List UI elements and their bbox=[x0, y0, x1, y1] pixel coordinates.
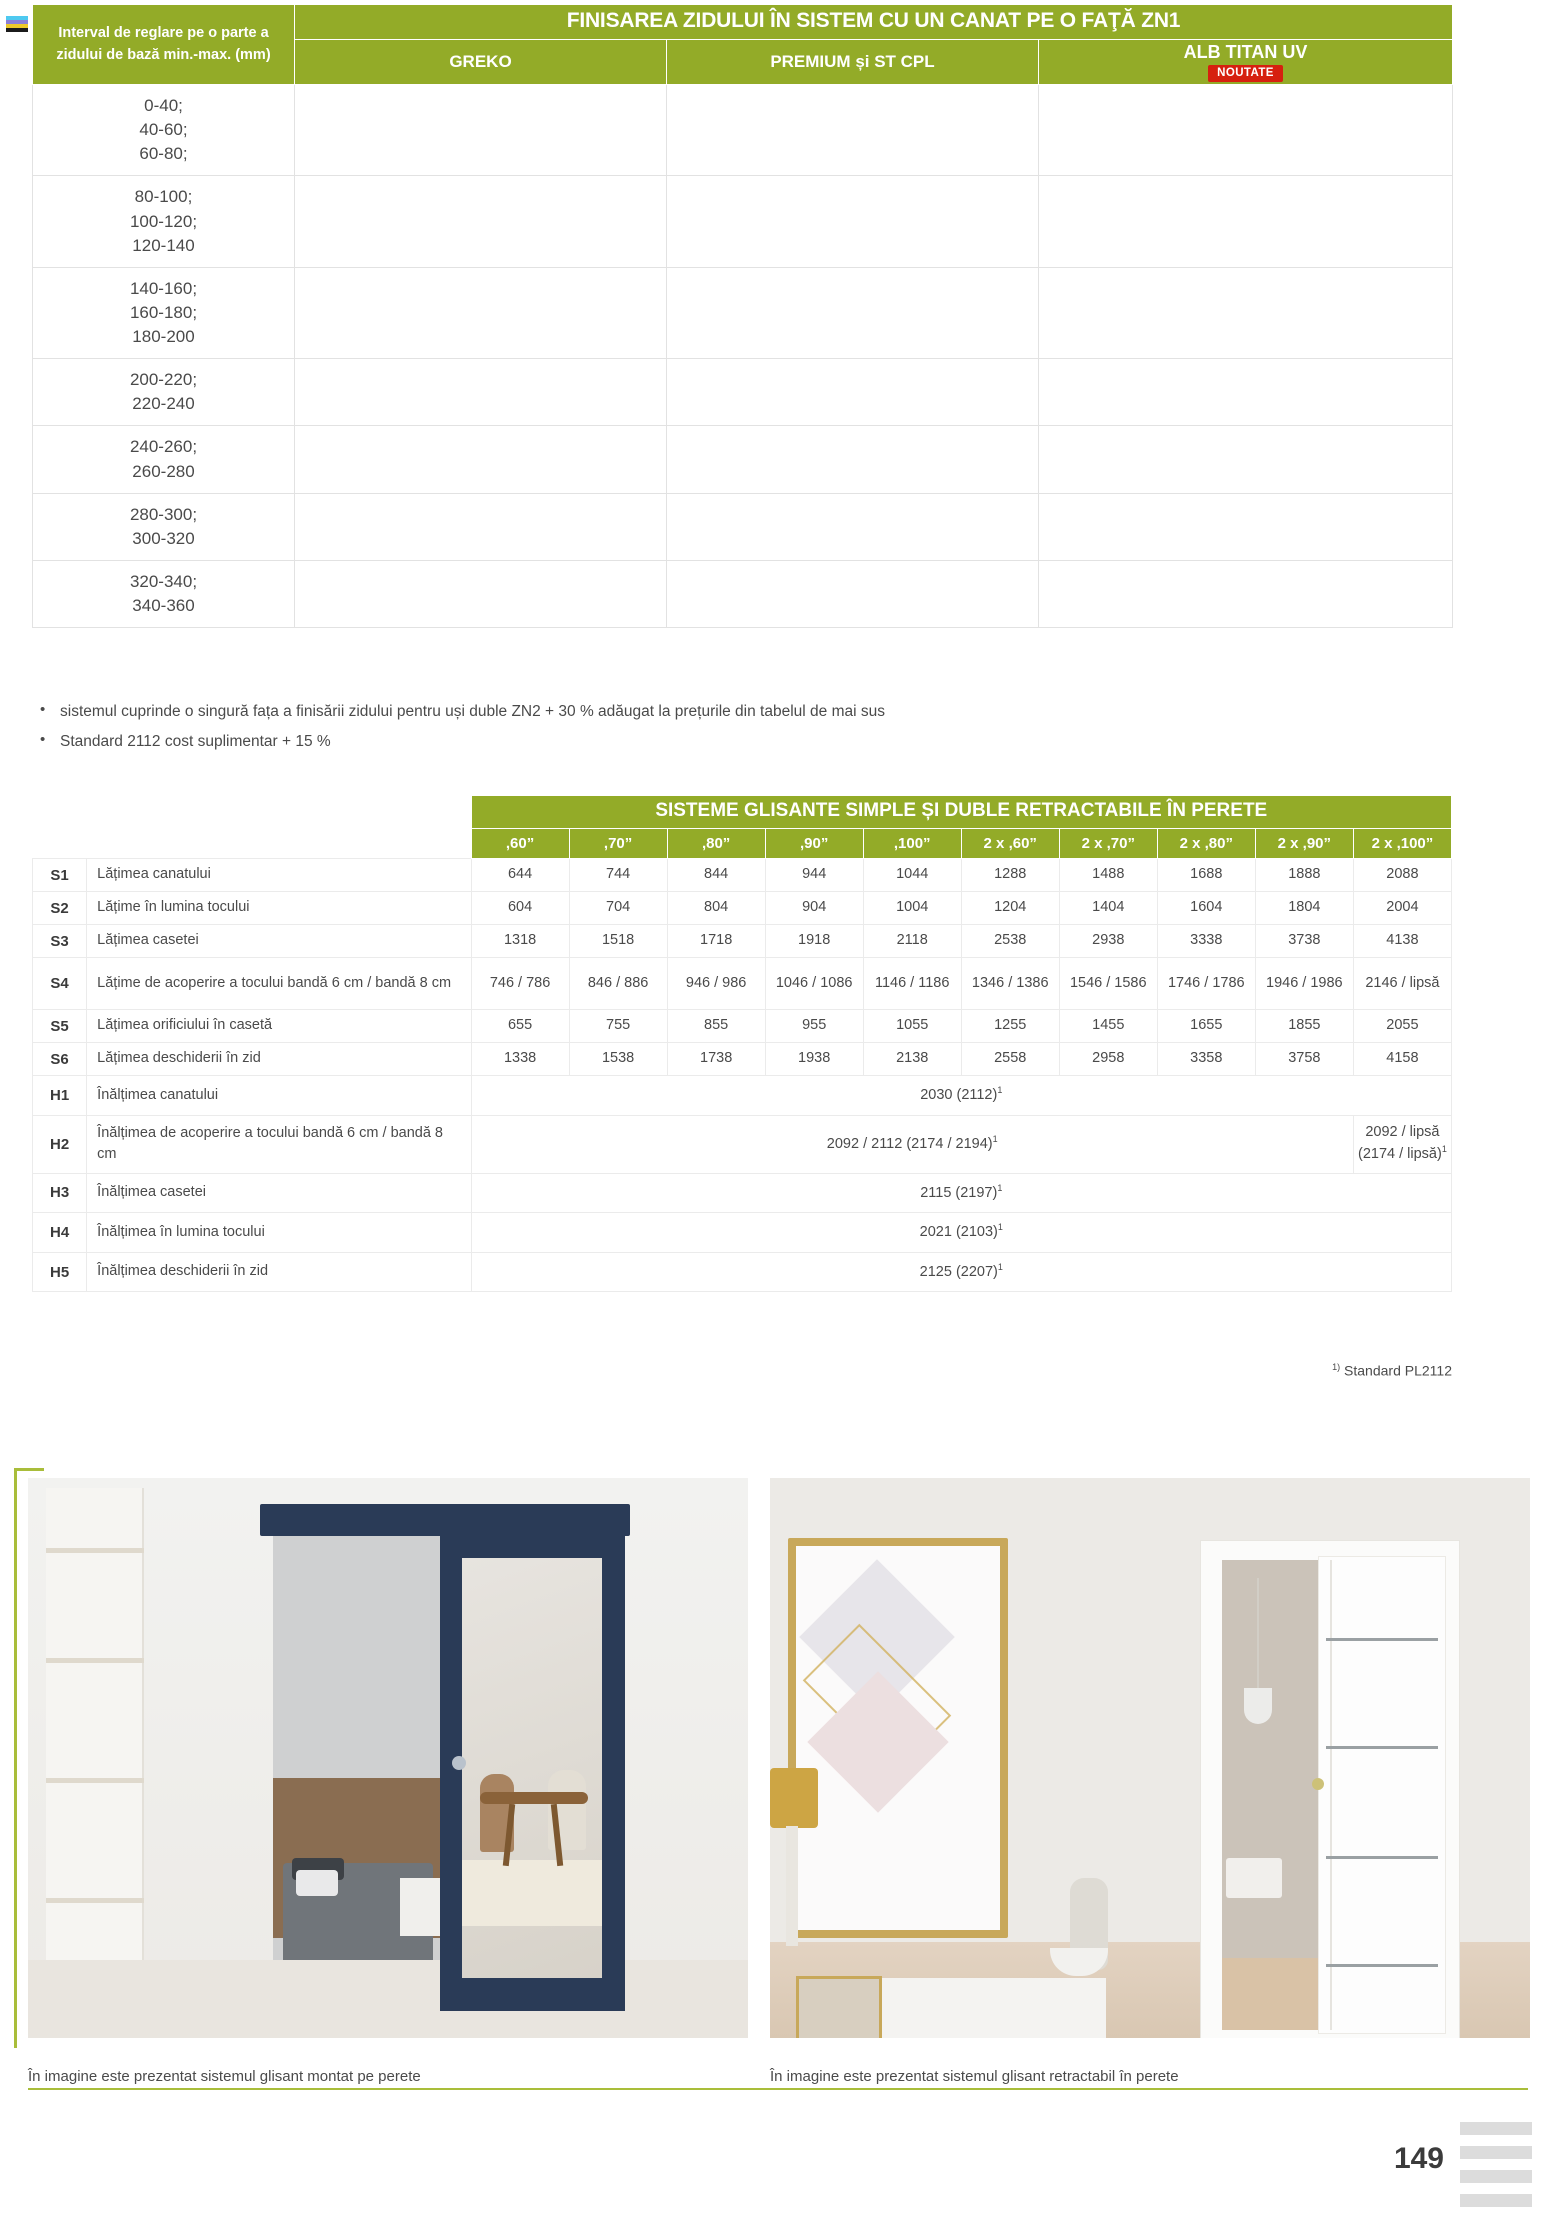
footnote-marker: 1 bbox=[997, 1222, 1003, 1233]
range-cell bbox=[33, 426, 295, 493]
cell: 2538 bbox=[961, 925, 1059, 958]
row-code: H2 bbox=[33, 1115, 87, 1173]
range-line: 300-320 bbox=[132, 528, 195, 548]
price-cell-premium bbox=[667, 176, 1039, 267]
price-cell-greko bbox=[295, 85, 667, 176]
price-cell-alb bbox=[1039, 176, 1453, 267]
row-code: S6 bbox=[33, 1043, 87, 1076]
row-code: H5 bbox=[33, 1252, 87, 1292]
table-row bbox=[33, 925, 1452, 958]
decorative-rule bbox=[14, 1468, 17, 2048]
range-line: 120-140 bbox=[132, 235, 195, 255]
cell: 2146 / lipsă bbox=[1353, 958, 1451, 1010]
cell: 1804 bbox=[1255, 892, 1353, 925]
value-line: 2092 / lipsă bbox=[1365, 1124, 1440, 1141]
cell: 3338 bbox=[1157, 925, 1255, 958]
cell: 1346 / 1386 bbox=[961, 958, 1059, 1010]
column-100: ,100” bbox=[863, 829, 961, 859]
cell: 1746 / 1786 bbox=[1157, 958, 1255, 1010]
cell: 2938 bbox=[1059, 925, 1157, 958]
row-code: H3 bbox=[33, 1173, 87, 1213]
row-label: Înălțimea de acoperire a tocului bandă 6 cm / bandă 8 cm bbox=[87, 1115, 471, 1173]
photo-scene-a bbox=[28, 1478, 748, 2038]
cell: 1946 / 1986 bbox=[1255, 958, 1353, 1010]
column-2x100: 2 x ,100” bbox=[1353, 829, 1451, 859]
cell: 1055 bbox=[863, 1010, 961, 1043]
price-cell-greko bbox=[295, 267, 667, 358]
cell: 1855 bbox=[1255, 1010, 1353, 1043]
column-premium-stcpl: PREMIUM și ST CPL bbox=[667, 40, 1039, 85]
cell: 2055 bbox=[1353, 1010, 1451, 1043]
table-subheader-row bbox=[33, 829, 1452, 859]
price-cell-premium bbox=[667, 85, 1039, 176]
table-row bbox=[33, 1173, 1452, 1213]
cell: 904 bbox=[765, 892, 863, 925]
row-code: S1 bbox=[33, 859, 87, 892]
cell: 2958 bbox=[1059, 1043, 1157, 1076]
range-line: 260-280 bbox=[132, 461, 195, 481]
range-line: 320-340; bbox=[129, 571, 198, 591]
cell: 1938 bbox=[765, 1043, 863, 1076]
row-label: Înălțimea canatului bbox=[87, 1076, 471, 1116]
row-label: Lățime în lumina tocului bbox=[87, 892, 471, 925]
cell: 3738 bbox=[1255, 925, 1353, 958]
table-row bbox=[33, 85, 1453, 176]
cell: 1655 bbox=[1157, 1010, 1255, 1043]
cell: 1888 bbox=[1255, 859, 1353, 892]
range-line: 100-120; bbox=[129, 211, 198, 231]
merged-value-cell bbox=[471, 1115, 1353, 1173]
cell: 944 bbox=[765, 859, 863, 892]
price-cell-premium bbox=[667, 560, 1039, 627]
cell: 1604 bbox=[1157, 892, 1255, 925]
decorative-rule-top bbox=[14, 1468, 44, 1471]
photo-caption-right: În imagine este prezentat sistemul glisant retractabil în perete bbox=[770, 2068, 1179, 2085]
column-2x80: 2 x ,80” bbox=[1157, 829, 1255, 859]
row-label: Înălțimea în lumina tocului bbox=[87, 1213, 471, 1253]
price-cell-alb bbox=[1039, 359, 1453, 426]
cell: 4158 bbox=[1353, 1043, 1451, 1076]
row-label: Lățime de acoperire a tocului bandă 6 cm / bandă 8 cm bbox=[87, 958, 471, 1010]
column-2x60: 2 x ,60” bbox=[961, 829, 1059, 859]
price-cell-alb bbox=[1039, 560, 1453, 627]
merged-value: 2125 (2207) bbox=[919, 1263, 998, 1280]
cell: 1338 bbox=[471, 1043, 569, 1076]
column-2x90: 2 x ,90” bbox=[1255, 829, 1353, 859]
merged-value: 2092 / 2112 (2174 / 2194) bbox=[826, 1135, 993, 1152]
sliding-systems-title: SISTEME GLISANTE SIMPLE ȘI DUBLE RETRACTABILE ÎN PERETE bbox=[471, 796, 1451, 829]
column-60: ,60” bbox=[471, 829, 569, 859]
cell: 3758 bbox=[1255, 1043, 1353, 1076]
page-marker-tab bbox=[6, 16, 28, 32]
cell: 2004 bbox=[1353, 892, 1451, 925]
price-cell-premium bbox=[667, 359, 1039, 426]
table-row bbox=[33, 176, 1453, 267]
cell: 855 bbox=[667, 1010, 765, 1043]
merged-value-cell bbox=[471, 1076, 1451, 1116]
price-cell-alb bbox=[1039, 267, 1453, 358]
cell: 804 bbox=[667, 892, 765, 925]
cell: 1718 bbox=[667, 925, 765, 958]
table-row bbox=[33, 1010, 1452, 1043]
cell: 1318 bbox=[471, 925, 569, 958]
cell: 946 / 986 bbox=[667, 958, 765, 1010]
merged-value: 2021 (2103) bbox=[919, 1224, 998, 1241]
range-line: 80-100; bbox=[134, 187, 193, 207]
footer-rule bbox=[28, 2088, 1528, 2090]
range-line: 140-160; bbox=[129, 278, 198, 298]
column-2x70: 2 x ,70” bbox=[1059, 829, 1157, 859]
table-row bbox=[33, 359, 1453, 426]
last-column-value bbox=[1353, 1115, 1451, 1173]
column-80: ,80” bbox=[667, 829, 765, 859]
range-cell bbox=[33, 176, 295, 267]
range-line: 60-80; bbox=[139, 144, 188, 164]
notes-list bbox=[32, 700, 1432, 760]
price-cell-premium bbox=[667, 493, 1039, 560]
cell: 2138 bbox=[863, 1043, 961, 1076]
row-code: S4 bbox=[33, 958, 87, 1010]
price-cell-greko bbox=[295, 359, 667, 426]
spacer-cell bbox=[33, 796, 87, 829]
table-row bbox=[33, 1043, 1452, 1076]
value-line: (2174 / lipsă) bbox=[1358, 1146, 1442, 1163]
table-row bbox=[33, 958, 1452, 1010]
footnote-marker: 1) bbox=[1332, 1362, 1341, 1372]
range-line: 0-40; bbox=[144, 96, 183, 115]
row-label: Lățimea casetei bbox=[87, 925, 471, 958]
footnote-marker: 1 bbox=[997, 1261, 1003, 1272]
cell: 1538 bbox=[569, 1043, 667, 1076]
footnote-marker: 1 bbox=[1441, 1144, 1447, 1155]
cell: 844 bbox=[667, 859, 765, 892]
price-cell-alb bbox=[1039, 493, 1453, 560]
table-row bbox=[33, 493, 1453, 560]
page-edge-bars bbox=[1460, 2122, 1532, 2218]
photo-gallery bbox=[0, 1468, 1550, 2088]
table-row bbox=[33, 892, 1452, 925]
price-cell-premium bbox=[667, 267, 1039, 358]
footnote-text: Standard PL2112 bbox=[1344, 1362, 1452, 1379]
range-line: 40-60; bbox=[139, 120, 188, 140]
cell: 1404 bbox=[1059, 892, 1157, 925]
row-code: H4 bbox=[33, 1213, 87, 1253]
cell: 1918 bbox=[765, 925, 863, 958]
row-label: Înălțimea deschiderii în zid bbox=[87, 1252, 471, 1292]
cell: 955 bbox=[765, 1010, 863, 1043]
wall-finish-table bbox=[32, 4, 1453, 628]
range-cell bbox=[33, 493, 295, 560]
cell: 746 / 786 bbox=[471, 958, 569, 1010]
range-cell bbox=[33, 359, 295, 426]
price-cell-greko bbox=[295, 426, 667, 493]
table-row bbox=[33, 1115, 1452, 1173]
price-cell-greko bbox=[295, 176, 667, 267]
cell: 1488 bbox=[1059, 859, 1157, 892]
column-greko: GREKO bbox=[295, 40, 667, 85]
table-row bbox=[33, 1252, 1452, 1292]
table-row bbox=[33, 859, 1452, 892]
merged-value: 2030 (2112) bbox=[920, 1086, 998, 1103]
cell: 1044 bbox=[863, 859, 961, 892]
cell: 4138 bbox=[1353, 925, 1451, 958]
row-code: S5 bbox=[33, 1010, 87, 1043]
range-line: 280-300; bbox=[129, 504, 198, 524]
spacer-cell bbox=[87, 829, 471, 859]
cell: 755 bbox=[569, 1010, 667, 1043]
range-line: 180-200 bbox=[132, 327, 195, 346]
cell: 1455 bbox=[1059, 1010, 1157, 1043]
column-alb-titan-uv-label: ALB TITAN UV bbox=[1183, 41, 1308, 62]
photo-caption-left: În imagine este prezentat sistemul glisant montat pe perete bbox=[28, 2068, 421, 2085]
row-label: Înălțimea casetei bbox=[87, 1173, 471, 1213]
table-header-row bbox=[33, 796, 1452, 829]
spacer-cell bbox=[33, 829, 87, 859]
cell: 655 bbox=[471, 1010, 569, 1043]
spacer-cell bbox=[87, 796, 471, 829]
cell: 1288 bbox=[961, 859, 1059, 892]
row-label: Lățimea canatului bbox=[87, 859, 471, 892]
footnote-marker: 1 bbox=[997, 1085, 1003, 1096]
range-line: 200-220; bbox=[129, 370, 198, 390]
range-cell bbox=[33, 85, 295, 176]
cell: 3358 bbox=[1157, 1043, 1255, 1076]
cell: 704 bbox=[569, 892, 667, 925]
cell: 1146 / 1186 bbox=[863, 958, 961, 1010]
cell: 1518 bbox=[569, 925, 667, 958]
table-row bbox=[33, 1213, 1452, 1253]
cell: 1546 / 1586 bbox=[1059, 958, 1157, 1010]
sliding-systems-table bbox=[32, 795, 1452, 1292]
range-line: 240-260; bbox=[129, 437, 198, 457]
row-code: S2 bbox=[33, 892, 87, 925]
cell: 2118 bbox=[863, 925, 961, 958]
column-alb-titan-uv bbox=[1039, 40, 1453, 85]
cell: 1688 bbox=[1157, 859, 1255, 892]
page-number: 149 bbox=[1393, 2142, 1444, 2175]
range-cell bbox=[33, 560, 295, 627]
wall-finish-title: FINISAREA ZIDULUI ÎN SISTEM CU UN CANAT PE O FAŢĂ ZN1 bbox=[295, 5, 1453, 40]
range-line: 220-240 bbox=[132, 394, 195, 414]
table-footnote bbox=[1332, 1362, 1452, 1379]
table-row bbox=[33, 560, 1453, 627]
cell: 644 bbox=[471, 859, 569, 892]
merged-value-cell bbox=[471, 1252, 1451, 1292]
range-cell bbox=[33, 267, 295, 358]
footnote-marker: 1 bbox=[992, 1133, 998, 1144]
price-cell-premium bbox=[667, 426, 1039, 493]
photo-pocket-sliding-door bbox=[770, 1478, 1530, 2038]
noutate-badge: NOUTATE bbox=[1208, 65, 1283, 82]
row-code: H1 bbox=[33, 1076, 87, 1116]
cell: 1738 bbox=[667, 1043, 765, 1076]
footnote-marker: 1 bbox=[997, 1182, 1003, 1193]
cell: 2088 bbox=[1353, 859, 1451, 892]
price-cell-alb bbox=[1039, 426, 1453, 493]
row-header-label: Interval de reglare pe o parte a zidului de bază min.-max. (mm) bbox=[33, 5, 295, 85]
table-row bbox=[33, 267, 1453, 358]
merged-value-cell bbox=[471, 1173, 1451, 1213]
range-line: 340-360 bbox=[132, 596, 195, 615]
column-70: ,70” bbox=[569, 829, 667, 859]
cell: 1004 bbox=[863, 892, 961, 925]
cell: 744 bbox=[569, 859, 667, 892]
table-header-row bbox=[33, 5, 1453, 40]
range-line: 160-180; bbox=[129, 302, 198, 322]
cell: 1204 bbox=[961, 892, 1059, 925]
photo-sliding-door-wall-mounted bbox=[28, 1478, 748, 2038]
cell: 1255 bbox=[961, 1010, 1059, 1043]
price-cell-alb bbox=[1039, 85, 1453, 176]
table-row bbox=[33, 1076, 1452, 1116]
price-cell-greko bbox=[295, 493, 667, 560]
cell: 846 / 886 bbox=[569, 958, 667, 1010]
merged-value: 2115 (2197) bbox=[920, 1184, 998, 1201]
price-cell-greko bbox=[295, 560, 667, 627]
cell: 1046 / 1086 bbox=[765, 958, 863, 1010]
cell: 604 bbox=[471, 892, 569, 925]
merged-value-cell bbox=[471, 1213, 1451, 1253]
column-90: ,90” bbox=[765, 829, 863, 859]
note-item: • Standard 2112 cost suplimentar + 15 % bbox=[32, 730, 1432, 754]
cell: 2558 bbox=[961, 1043, 1059, 1076]
note-item: • sistemul cuprinde o singură fața a finisării zidului pentru uși duble ZN2 + 30 % adăugat la prețurile din tabelul de mai sus bbox=[32, 700, 1432, 724]
table-row bbox=[33, 426, 1453, 493]
row-label: Lățimea orificiului în casetă bbox=[87, 1010, 471, 1043]
row-label: Lățimea deschiderii în zid bbox=[87, 1043, 471, 1076]
row-code: S3 bbox=[33, 925, 87, 958]
photo-scene-b bbox=[770, 1478, 1530, 2038]
